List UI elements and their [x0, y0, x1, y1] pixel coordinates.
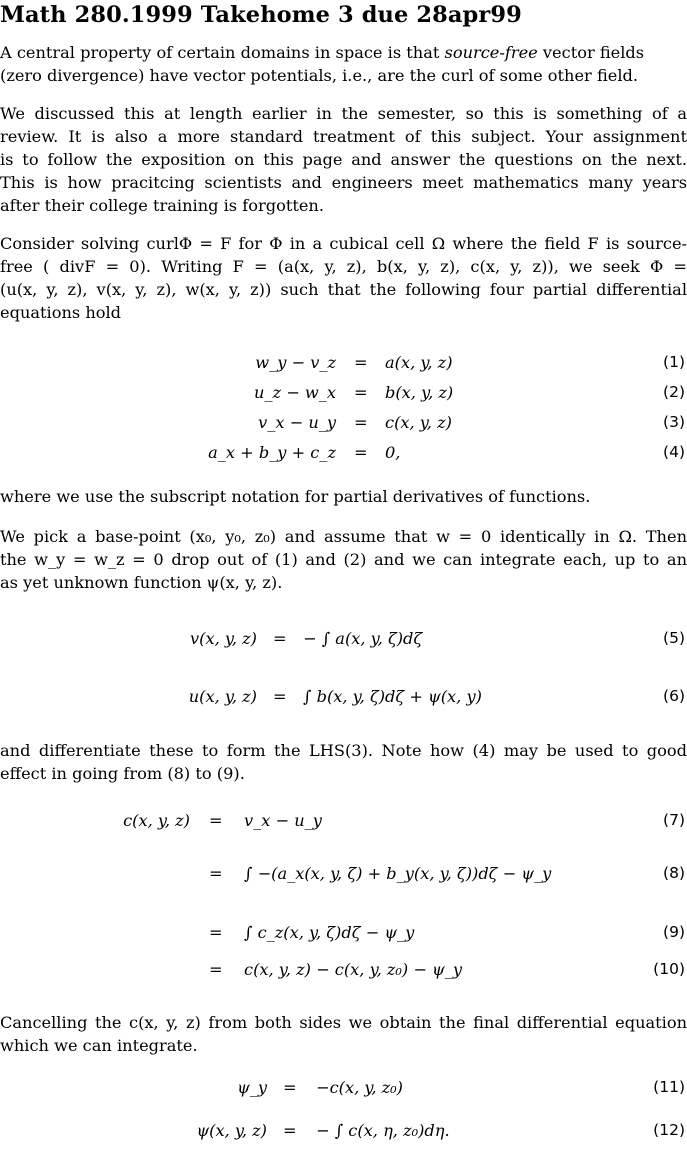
equation-lhs: v_x − u_y — [258, 413, 336, 432]
equation-rhs: c(x, y, z) — [385, 413, 452, 432]
intro-line-1 — [0, 41, 687, 64]
equation-lhs: v(x, y, z) — [189, 629, 257, 648]
equation-number: (11) — [653, 1078, 685, 1096]
equation-number: (4) — [663, 443, 685, 461]
equation-lhs: a_x + b_y + c_z — [208, 443, 336, 462]
equation-number: (5) — [663, 629, 685, 647]
equation-3 — [0, 411, 687, 434]
equation-lhs: ψ(x, y, z) — [196, 1121, 267, 1140]
equation-6 — [0, 685, 687, 708]
equation-lhs: c(x, y, z) — [123, 811, 190, 830]
paragraph-intro — [0, 41, 687, 87]
paragraph-basepoint — [0, 525, 687, 594]
equation-equals: = — [354, 413, 368, 432]
equation-lhs: u(x, y, z) — [188, 687, 257, 706]
equation-rhs: ∫ b(x, y, ζ)dζ + ψ(x, y) — [303, 687, 482, 706]
equation-equals: = — [209, 960, 223, 979]
equation-lhs: w_y − v_z — [255, 353, 336, 372]
setup-line: equations hold — [0, 303, 122, 322]
equation-rhs: −c(x, y, z₀) — [316, 1078, 403, 1097]
equation-lhs: u_z − w_x — [254, 383, 336, 402]
equation-number: (7) — [663, 811, 685, 829]
review-line: review. It is also a more standard treatment of this subject. Your assignment — [0, 127, 687, 146]
equation-2 — [0, 381, 687, 404]
equation-equals: = — [354, 353, 368, 372]
intro-emphasis: source-free — [444, 43, 538, 62]
equation-number: (12) — [653, 1121, 685, 1139]
setup-line: free ( divF = 0). Writing F = (a(x, y, z), b(x, y, z), c(x, y, z)), we seek Φ = — [0, 257, 687, 276]
differentiate-line: effect in going from (8) to (9). — [0, 764, 245, 783]
cancel-line: Cancelling the c(x, y, z) from both sides we obtain the final differential equation — [0, 1013, 687, 1032]
equation-rhs: ∫ −(a_x(x, y, ζ) + b_y(x, y, ζ))dζ − ψ_y — [244, 864, 552, 883]
equation-rhs: c(x, y, z) − c(x, y, z₀) − ψ_y — [244, 960, 462, 979]
equation-lhs: ψ_y — [237, 1078, 267, 1097]
basepoint-line: the w_y = w_z = 0 drop out of (1) and (2) and we can integrate each, up to an — [0, 550, 687, 569]
cancel-line: which we can integrate. — [0, 1036, 198, 1055]
equation-7 — [0, 809, 687, 832]
equation-rhs: a(x, y, z) — [385, 353, 453, 372]
review-line: after their college training is forgotten. — [0, 196, 324, 215]
equation-12 — [0, 1119, 687, 1142]
notation-line: where we use the subscript notation for partial derivatives of functions. — [0, 487, 591, 506]
equation-rhs: ∫ c_z(x, y, ζ)dζ − ψ_y — [244, 923, 415, 942]
intro-line-2: (zero divergence) have vector potentials, i.e., are the curl of some other field. — [0, 66, 638, 85]
equation-rhs: b(x, y, z) — [385, 383, 454, 402]
equation-11 — [0, 1076, 687, 1099]
equation-number: (3) — [663, 413, 685, 431]
equation-8 — [0, 862, 687, 885]
equation-10 — [0, 958, 687, 981]
review-line: This is how pracitcing scientists and engineers meet mathematics many years — [0, 173, 687, 192]
equation-equals: = — [209, 864, 223, 883]
differentiate-line: and differentiate these to form the LHS(3). Note how (4) may be used to good — [0, 741, 687, 760]
equation-4 — [0, 441, 687, 464]
paragraph-cancel — [0, 1011, 687, 1057]
equation-equals: = — [354, 383, 368, 402]
equation-rhs: 0, — [385, 443, 401, 462]
paragraph-setup — [0, 232, 687, 324]
equation-number: (1) — [663, 353, 685, 371]
equation-equals: = — [283, 1121, 297, 1140]
intro-text-b: vector fields — [542, 43, 645, 62]
equation-equals: = — [209, 923, 223, 942]
page-title: Math 280.1999 Takehome 3 due 28apr99 — [0, 2, 522, 28]
equation-rhs: − ∫ c(x, η, z₀)dη. — [316, 1121, 450, 1140]
review-line: We discussed this at length earlier in the semester, so this is something of a — [0, 104, 687, 123]
setup-line: Consider solving curlΦ = F for Φ in a cubical cell Ω where the field F is source- — [0, 234, 687, 253]
review-line: is to follow the exposition on this page and answer the questions on the next. — [0, 150, 687, 169]
equation-number: (10) — [653, 960, 685, 978]
paragraph-notation — [0, 485, 687, 508]
equation-rhs: v_x − u_y — [244, 811, 322, 830]
equation-1 — [0, 351, 687, 374]
equation-rhs: − ∫ a(x, y, ζ)dζ — [303, 629, 423, 648]
setup-line: (u(x, y, z), v(x, y, z), w(x, y, z)) such that the following four partial differential — [0, 280, 687, 299]
equation-equals: = — [273, 629, 287, 648]
basepoint-line: We pick a base-point (x₀, y₀, z₀) and assume that w = 0 identically in Ω. Then — [0, 527, 687, 546]
equation-equals: = — [273, 687, 287, 706]
intro-text-a: A central property of certain domains in space is that — [0, 43, 440, 62]
equation-number: (9) — [663, 923, 685, 941]
equation-number: (8) — [663, 864, 685, 882]
equation-equals: = — [354, 443, 368, 462]
equation-equals: = — [209, 811, 223, 830]
equation-equals: = — [283, 1078, 297, 1097]
equation-5 — [0, 627, 687, 650]
equation-9 — [0, 921, 687, 944]
paragraph-differentiate — [0, 739, 687, 785]
equation-number: (6) — [663, 687, 685, 705]
basepoint-line: as yet unknown function ψ(x, y, z). — [0, 573, 283, 592]
equation-number: (2) — [663, 383, 685, 401]
paragraph-review — [0, 102, 687, 217]
